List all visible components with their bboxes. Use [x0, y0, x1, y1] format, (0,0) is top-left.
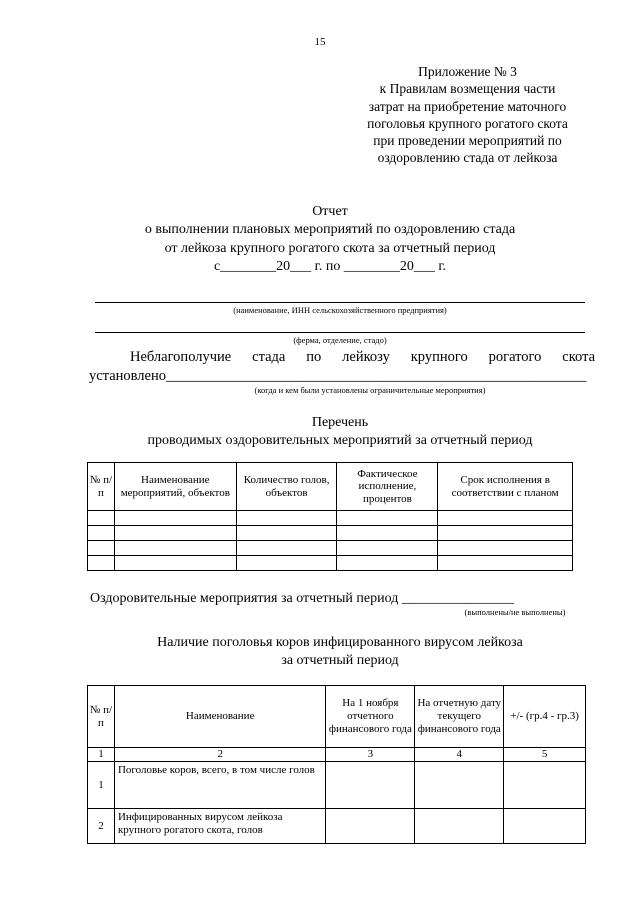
appendix-line: затрат на приобретение маточного — [368, 98, 567, 114]
column-header: № п/п — [88, 686, 115, 748]
report-title: Отчет — [312, 204, 348, 219]
column-header: Количество голов, объектов — [236, 463, 337, 511]
health-measures-caption: (выполнены/не выполнены) — [464, 607, 566, 617]
table-row — [88, 762, 586, 809]
table-cell[interactable] — [438, 511, 573, 526]
unsafe-word: Неблагополучие — [130, 349, 232, 365]
table-cell[interactable] — [88, 526, 115, 541]
table-cell[interactable] — [326, 762, 415, 809]
table-cell[interactable] — [415, 809, 504, 844]
column-number: 1 — [88, 748, 115, 762]
appendix-line: к Правилам возмещения части — [379, 81, 556, 97]
table-cell[interactable] — [504, 762, 586, 809]
table-cell[interactable] — [114, 511, 236, 526]
measures-title-line: проводимых оздоровительных мероприятий за отчетный период — [147, 432, 533, 448]
farm-field-line[interactable] — [95, 332, 585, 333]
report-subtitle-line: о выполнении плановых мероприятий по оздоровлению стада — [144, 222, 516, 238]
table-cell[interactable] — [438, 541, 573, 556]
unsafe-word: рогатого — [488, 349, 542, 365]
column-number: 5 — [504, 748, 586, 762]
measures-title-line: Перечень — [311, 415, 369, 430]
appendix-line: при проведении мероприятий по — [373, 133, 562, 149]
unsafe-word: стада — [252, 349, 286, 365]
established-field[interactable]: установлено__________________________________________________________ — [89, 368, 587, 384]
column-number: 2 — [114, 748, 326, 762]
row-number: 1 — [88, 762, 115, 809]
table-cell[interactable] — [337, 556, 438, 571]
infection-title-line: за отчетный период — [281, 653, 399, 668]
table-cell[interactable] — [88, 511, 115, 526]
table-cell[interactable] — [415, 762, 504, 809]
farm-caption: (ферма, отделение, стадо) — [293, 335, 387, 345]
column-number: 4 — [415, 748, 504, 762]
infection-table — [87, 685, 586, 844]
unsafe-statement-line — [130, 349, 595, 366]
row-number: 2 — [88, 809, 115, 844]
row-name: Поголовье коров, всего, в том числе голов — [114, 762, 326, 809]
column-header: Наименование мероприятий, объектов — [114, 463, 236, 511]
table-cell[interactable] — [236, 526, 337, 541]
table-row — [88, 556, 573, 571]
measures-table — [87, 462, 573, 571]
page-number: 15 — [314, 36, 326, 48]
table-cell[interactable] — [337, 526, 438, 541]
table-cell[interactable] — [88, 541, 115, 556]
table-cell[interactable] — [438, 556, 573, 571]
unsafe-word: по — [306, 349, 322, 365]
table-row — [88, 526, 573, 541]
enterprise-caption: (наименование, ИНН сельскохозяйственного предприятия) — [233, 305, 447, 315]
unsafe-word: скота — [562, 349, 596, 365]
measures-list-title — [60, 414, 620, 449]
report-period-line: с________20___ г. по ________20___ г. — [213, 259, 447, 275]
column-header: На 1 ноября отчетного финансового года — [326, 686, 415, 748]
table-cell[interactable] — [236, 556, 337, 571]
table-cell[interactable] — [88, 556, 115, 571]
unsafe-word: лейкозу — [342, 349, 390, 365]
appendix-header — [330, 63, 605, 167]
table-row — [88, 541, 573, 556]
table-cell[interactable] — [438, 526, 573, 541]
table-cell[interactable] — [114, 556, 236, 571]
infection-table-title — [60, 634, 620, 670]
table-cell[interactable] — [337, 541, 438, 556]
table-row — [88, 511, 573, 526]
column-header: На отчетную дату текущего финансового года — [415, 686, 504, 748]
column-header: № п/п — [88, 463, 115, 511]
infection-title-line: Наличие поголовья коров инфицированного вирусом лейкоза — [157, 635, 523, 650]
column-header: Фактическое исполнение, процентов — [337, 463, 438, 511]
table-cell[interactable] — [114, 541, 236, 556]
table-cell[interactable] — [337, 511, 438, 526]
enterprise-field-line[interactable] — [95, 302, 585, 303]
appendix-line: оздоровлению стада от лейкоза — [377, 150, 558, 166]
report-subtitle-line: от лейкоза крупного рогатого скота за отчетный период — [164, 240, 496, 256]
column-header: Наименование — [114, 686, 326, 748]
table-cell[interactable] — [236, 511, 337, 526]
column-header: Срок исполнения в соответствии с планом — [438, 463, 573, 511]
table-cell[interactable] — [326, 809, 415, 844]
table-cell[interactable] — [504, 809, 586, 844]
unsafe-word: крупного — [410, 349, 468, 365]
row-name: Инфицированных вирусом лейкоза крупного рогатого скота, голов — [114, 809, 326, 844]
table-row — [88, 809, 586, 844]
appendix-line: поголовья крупного рогатого скота — [367, 115, 568, 131]
health-measures-line[interactable]: Оздоровительные мероприятия за отчетный период ________________ — [90, 591, 514, 606]
table-cell[interactable] — [236, 541, 337, 556]
table-cell[interactable] — [114, 526, 236, 541]
column-number: 3 — [326, 748, 415, 762]
appendix-line: Приложение № 3 — [418, 64, 517, 79]
established-caption: (когда и кем были установлены ограничительные мероприятия) — [254, 385, 486, 395]
column-header: +/- (гр.4 - гр.3) — [504, 686, 586, 748]
report-title-block — [60, 203, 600, 277]
